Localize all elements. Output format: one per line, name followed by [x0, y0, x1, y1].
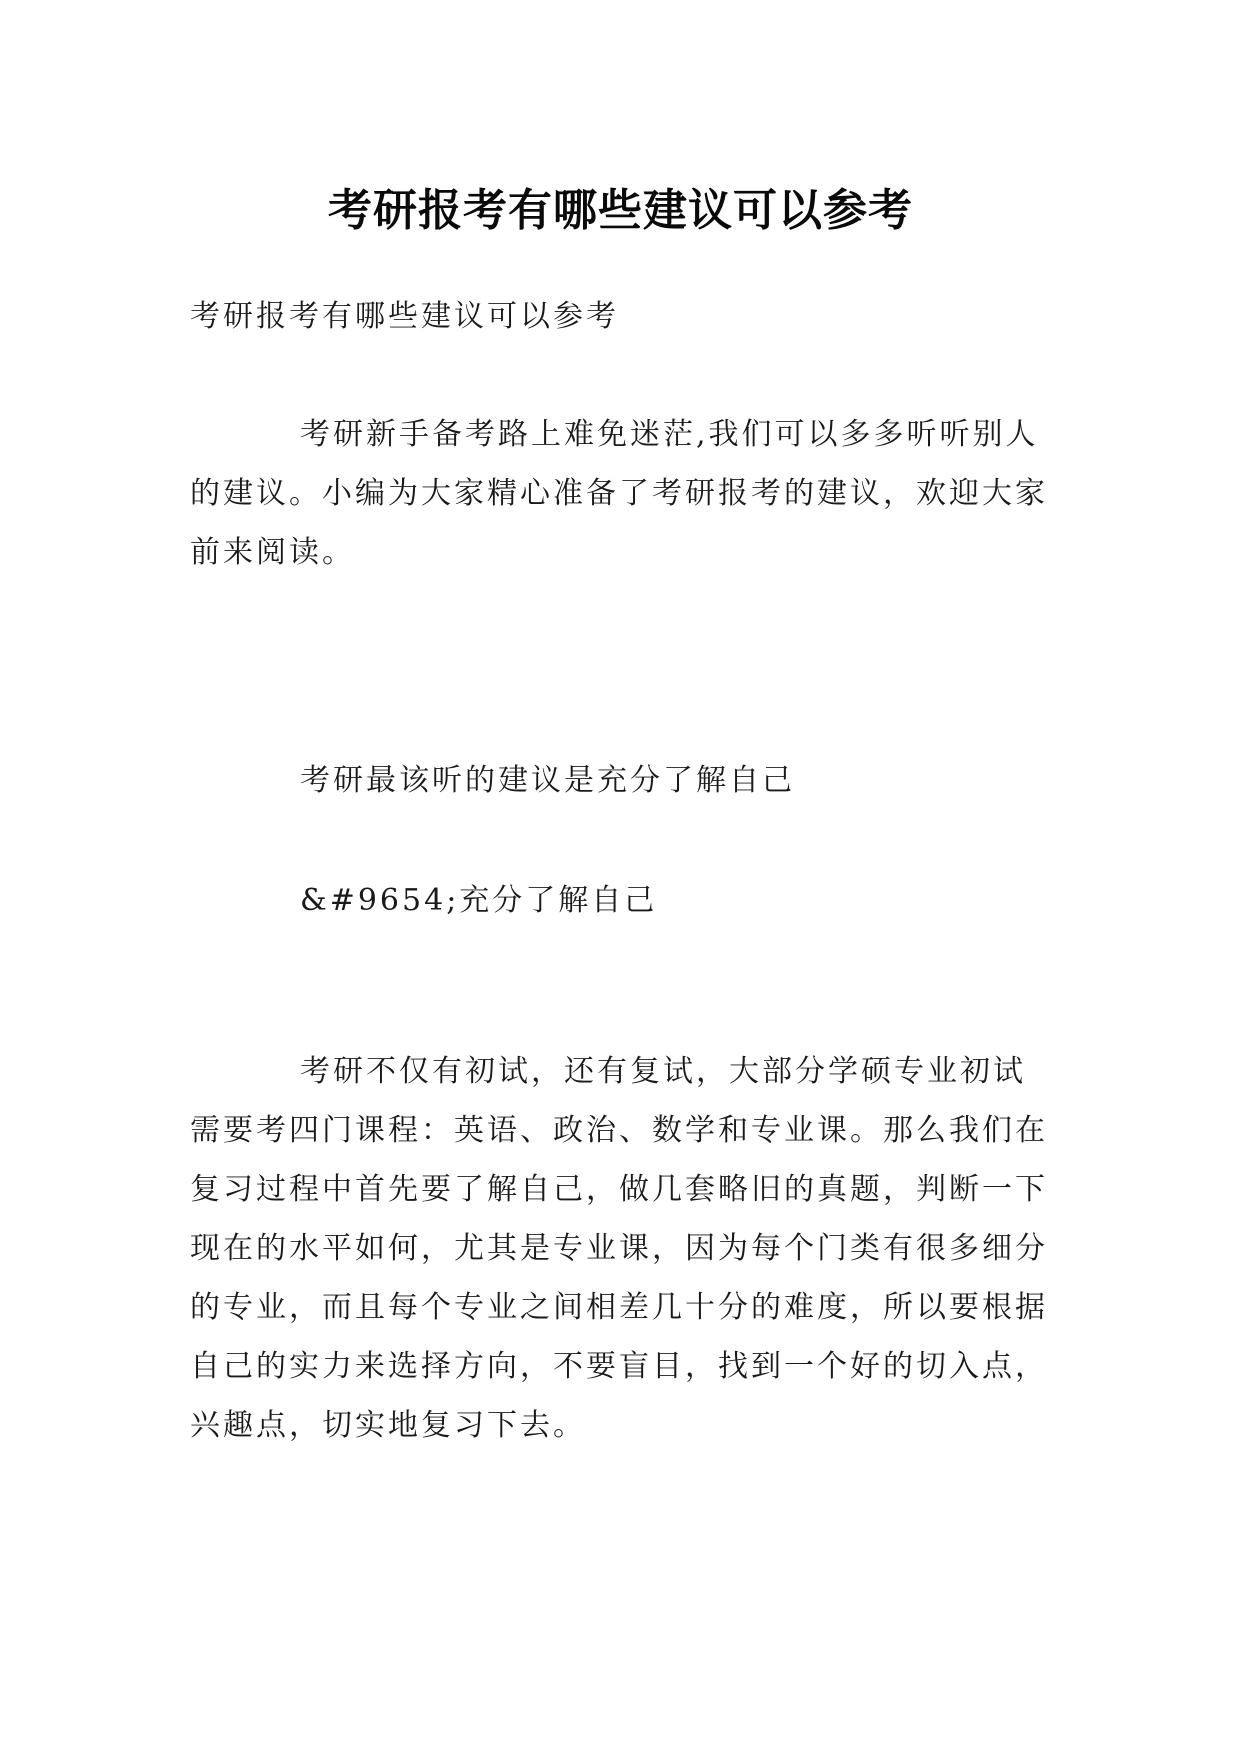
list-item: &#9654;充分了解自己	[300, 883, 658, 918]
document-title: 考研报考有哪些建议可以参考	[328, 185, 913, 237]
document-subtitle: 考研报考有哪些建议可以参考	[190, 299, 619, 334]
section-heading: 考研最该听的建议是充分了解自己	[300, 763, 795, 798]
body-paragraph: 考研不仅有初试，还有复试，大部分学硕专业初试需要考四门课程：英语、政治、数学和专业课。那么我们在复习过程中首先要了解自己，做几套略旧的真题，判断一下现在的水平如何，尤其是专业课，因为每个门类有很多细分的专业，而且每个专业之间相差几十分的难度，所以要根据自己的实力来选择方向，不要盲目，找到一个好的切入点，兴趣点，切实地复习下去。	[190, 1054, 1048, 1443]
intro-paragraph: 考研新手备考路上难免迷茫,我们可以多多听听别人的建议。小编为大家精心准备了考研报考的建议，欢迎大家前来阅读。	[190, 417, 1048, 570]
